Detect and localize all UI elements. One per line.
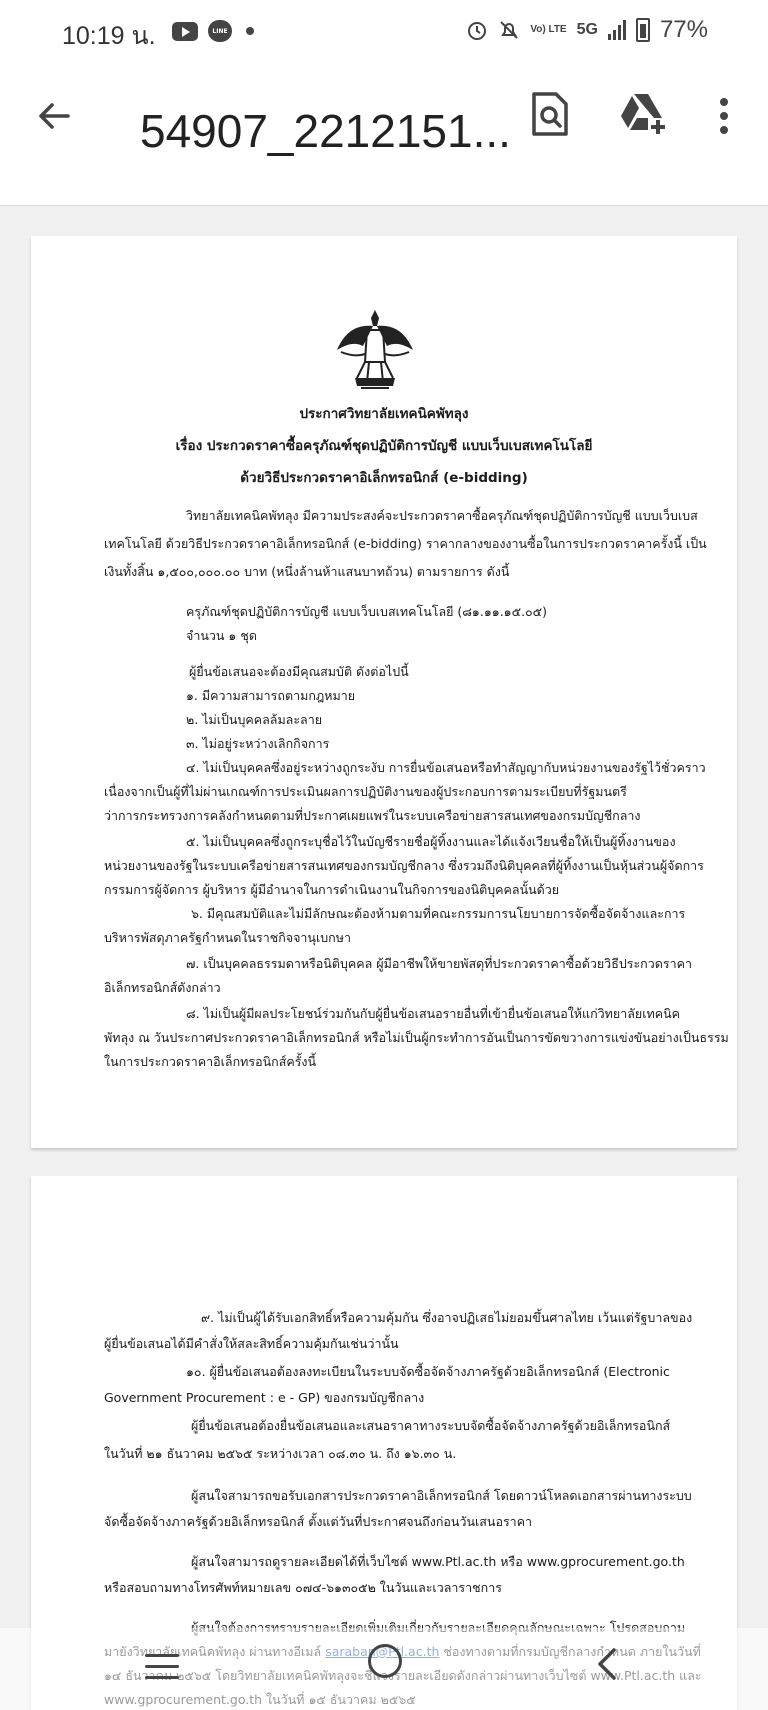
paragraph-line: เทคโนโลยี ด้วยวิธีประกวดราคาอิเล็กทรอนิกส์ (e-bidding) ราคากลางของงานซื้อในการประกวดราคาครั้งนี้ เป็น xyxy=(104,536,707,551)
qualification-item: ผู้ยื่นข้อเสนอได้มีคำสั่งให้สละสิทธิ์ความคุ้มกันเช่นว่านั้น xyxy=(104,1336,399,1351)
drive-add-icon[interactable] xyxy=(618,92,668,136)
battery-level: 77% xyxy=(659,16,708,43)
recent-apps-icon[interactable] xyxy=(145,1654,179,1680)
qualification-item: ๕. ไม่เป็นบุคคลซึ่งถูกระบุชื่อไว้ในบัญชีรายชื่อผู้ทิ้งงานและได้แจ้งเวียนชื่อให้เป็นผู้ทิ้งงานของ xyxy=(186,834,676,849)
signal-icon xyxy=(608,20,626,40)
notification-icons xyxy=(172,20,254,42)
status-bar xyxy=(0,0,768,64)
network-type: 5G xyxy=(576,21,598,38)
paragraph-line: วิทยาลัยเทคนิคพัทลุง มีความประสงค์จะประกวดราคาซื้อครุภัณฑ์ชุดปฏิบัติการบัญชี แบบเว็บเบส xyxy=(186,508,698,523)
alarm-icon xyxy=(466,19,488,41)
item-line: จำนวน ๑ ชุด xyxy=(186,628,257,643)
qualification-item: ๘. ไม่เป็นผู้มีผลประโยชน์ร่วมกันกับผู้ยื่นข้อเสนอรายอื่นที่เข้ายื่นข้อเสนอให้แก่วิทยาลัยเทคนิค xyxy=(186,1006,681,1021)
youtube-icon xyxy=(172,22,198,41)
qualification-item: ๒. ไม่เป็นบุคคลล้มละลาย xyxy=(186,712,323,727)
qualification-item: ๙. ไม่เป็นผู้ได้รับเอกสิทธิ์หรือความคุ้มกัน ซึ่งอาจปฏิเสธไม่ยอมขึ้นศาลไทย เว้นแต่รัฐบาลของ xyxy=(201,1310,693,1325)
qualification-item: อิเล็กทรอนิกส์ดังกล่าว xyxy=(104,980,221,995)
qualification-item: บริหารพัสดุภาครัฐกำหนดในราชกิจจานุเบกษา xyxy=(104,930,352,945)
back-icon[interactable] xyxy=(592,1646,622,1682)
app-bar xyxy=(0,64,768,206)
mute-icon xyxy=(498,19,520,41)
qualification-item: หน่วยงานของรัฐในระบบเครือข่ายสารสนเทศของกรมบัญชีกลาง ซึ่งรวมถึงนิติบุคคลที่ผู้ทิ้งงานเป็นหุ้นส่วนผู้จัดการ xyxy=(104,858,704,873)
document-title: 54907_2212151... xyxy=(140,105,511,157)
more-vert-icon[interactable] xyxy=(712,94,736,138)
qualification-item: พัทลุง ณ วันประกาศประกวดราคาอิเล็กทรอนิกส์ หรือไม่เป็นผู้กระทำการอันเป็นการขัดขวางการแข่งขันอย่างเป็นธรรม xyxy=(104,1030,729,1045)
qualification-item: กรรมการผู้จัดการ ผู้บริหาร ผู้มีอำนาจในการดำเนินงานในกิจการของนิติบุคคลนั้นด้วย xyxy=(104,882,560,897)
qualification-item: ๑๐. ผู้ยื่นข้อเสนอต้องลงทะเบียนในระบบจัดซื้อจัดจ้างภาครัฐด้วยอิเล็กทรอนิกส์ (Electronic xyxy=(186,1364,670,1379)
back-arrow-icon[interactable] xyxy=(30,92,78,140)
qualification-item: ในการประกวดราคาอิเล็กทรอนิกส์ครั้งนี้ xyxy=(104,1054,317,1069)
submission-line: ในวันที่ ๒๑ ธันวาคม ๒๕๖๕ ระหว่างเวลา ๐๘.๓๐ น. ถึง ๑๖.๓๐ น. xyxy=(104,1446,457,1461)
announcement-method: ด้วยวิธีประกวดราคาอิเล็กทรอนิกส์ (e-bidding) xyxy=(240,470,528,486)
download-line: ผู้สนใจสามารถขอรับเอกสารประกวดราคาอิเล็กทรอนิกส์ โดยดาวน์โหลดเอกสารผ่านทางระบบ xyxy=(191,1488,692,1503)
document-page-1 xyxy=(31,236,737,1148)
qualification-item: ๗. เป็นบุคคลธรรมดาหรือนิติบุคคล ผู้มีอาชีพให้ขายพัสดุที่ประกวดราคาซื้อด้วยวิธีประกวดราคา xyxy=(186,956,692,971)
find-in-page-icon[interactable] xyxy=(528,90,572,138)
announcement-title: ประกาศวิทยาลัยเทคนิคพัทลุง xyxy=(299,406,469,422)
qualification-title: ผู้ยื่นข้อเสนอจะต้องมีคุณสมบัติ ดังต่อไปนี้ xyxy=(189,664,409,679)
status-time: 10:19 น. xyxy=(62,22,156,50)
system-nav-bar xyxy=(0,1628,768,1710)
qualification-item: ๑. มีความสามารถตามกฎหมาย xyxy=(186,688,356,703)
volte-icon: Vo) LTE xyxy=(530,24,567,35)
qualification-item: ว่าการกระทรวงการคลังกำหนดตามที่ประกาศเผยแพร่ในระบบเครือข่ายสารสนเทศของกรมบัญชีกลาง xyxy=(104,808,641,823)
qualification-item: เนื่องจากเป็นผู้ที่ไม่ผ่านเกณฑ์การประเมินผลการปฏิบัติงานของผู้ประกอบการตามระเบียบที่รัฐมนตรี xyxy=(104,784,627,799)
qualification-item: ๓. ไม่อยู่ระหว่างเลิกกิจการ xyxy=(186,736,330,751)
submission-line: ผู้ยื่นข้อเสนอต้องยื่นข้อเสนอและเสนอราคาทางระบบจัดซื้อจัดจ้างภาครัฐด้วยอิเล็กทรอนิกส์ xyxy=(191,1418,671,1433)
contact-line: หรือสอบถามทางโทรศัพท์หมายเลข ๐๗๔-๖๑๓๐๕๒ ในวันและเวลาราชการ xyxy=(104,1580,502,1595)
announcement-subject: เรื่อง ประกวดราคาซื้อครุภัณฑ์ชุดปฏิบัติการบัญชี แบบเว็บเบสเทคโนโลยี xyxy=(175,438,593,454)
qualification-item: ๖. มีคุณสมบัติและไม่มีลักษณะต้องห้ามตามที่คณะกรรมการนโยบายการจัดซื้อจัดจ้างและการ xyxy=(191,906,686,921)
download-line: จัดซื้อจัดจ้างภาครัฐด้วยอิเล็กทรอนิกส์ ตั้งแต่วันที่ประกาศจนถึงก่อนวันเสนอราคา xyxy=(104,1514,533,1529)
qualification-item: ๔. ไม่เป็นบุคคลซึ่งอยู่ระหว่างถูกระงับ การยื่นข้อเสนอหรือทำสัญญากับหน่วยงานของรัฐไว้ชั่วคราว xyxy=(186,760,706,775)
contact-line: ผู้สนใจสามารถดูรายละเอียดได้ที่เว็บไซต์ www.Ptl.ac.th หรือ www.gprocurement.go.th xyxy=(191,1554,685,1569)
system-icons xyxy=(466,16,708,44)
item-line: ครุภัณฑ์ชุดปฏิบัติการบัญชี แบบเว็บเบสเทคโนโลยี (๘๑.๑๑.๑๕.๐๕) xyxy=(186,604,548,619)
dot-icon xyxy=(246,27,254,35)
garuda-emblem-icon xyxy=(333,306,417,396)
paragraph-line: เงินทั้งสิ้น ๑,๕๐๐,๐๐๐.๐๐ บาท (หนึ่งล้านห้าแสนบาทถ้วน) ตามรายการ ดังนี้ xyxy=(104,564,510,579)
battery-icon xyxy=(636,18,650,42)
line-icon: LINE xyxy=(208,20,232,42)
home-icon[interactable] xyxy=(368,1644,402,1678)
qualification-item: Government Procurement : e - GP) ของกรมบัญชีกลาง xyxy=(104,1390,425,1405)
